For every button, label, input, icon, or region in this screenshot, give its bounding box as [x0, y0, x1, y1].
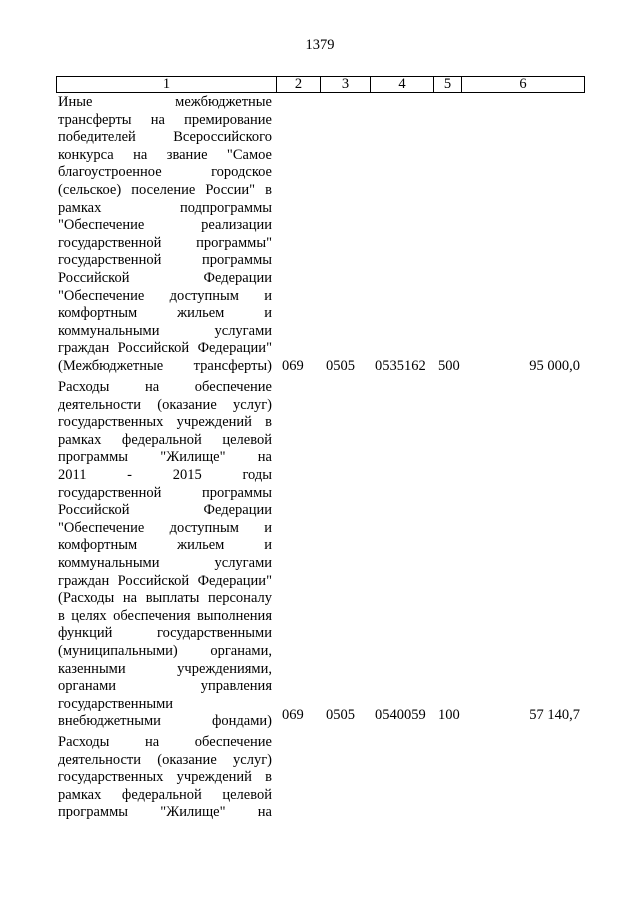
description-line: граждан Российской Федерации": [58, 572, 272, 589]
description-line: "Обеспечение реализации: [58, 217, 272, 234]
description-line: государственными: [58, 695, 174, 712]
description-line: программы "Жилище" на: [58, 804, 272, 821]
description-line: рамках федеральной целевой: [58, 786, 272, 803]
description-line: победителей Всероссийского: [58, 129, 272, 146]
description-line: конкурса на звание "Самое: [58, 146, 272, 163]
description-line: государственных учреждений в: [58, 769, 272, 786]
cell-amount: 95 000,0: [529, 358, 580, 374]
description-line: органами управления: [58, 678, 272, 695]
description-line: (муниципальными) органами,: [58, 642, 272, 659]
description-line: (Расходы на выплаты персоналу: [58, 590, 272, 607]
description-line: в целях обеспечения выполнения: [58, 607, 272, 624]
column-header-2: 2: [277, 77, 321, 93]
description-line: комфортным жильем и: [58, 537, 272, 554]
column-header-5: 5: [434, 77, 462, 93]
row-description: [58, 734, 272, 822]
description-line: рамках подпрограммы: [58, 199, 272, 216]
column-header-4: 4: [371, 77, 434, 93]
description-line: Российской Федерации: [58, 502, 272, 519]
cell-ministry-code: 069: [282, 358, 304, 374]
description-line: коммунальными услугами: [58, 554, 272, 571]
cell-target-code: 0535162: [375, 358, 426, 374]
cell-amount: 57 140,7: [529, 707, 580, 723]
description-line: Российской Федерации: [58, 269, 272, 286]
column-header-table: [56, 76, 585, 93]
cell-section-code: 0505: [326, 358, 355, 374]
row-description: [58, 379, 272, 731]
description-line: внебюджетными фондами): [58, 713, 272, 730]
description-line: коммунальными услугами: [58, 322, 272, 339]
description-line: комфортным жильем и: [58, 305, 272, 322]
description-line: "Обеспечение доступным и: [58, 287, 272, 304]
cell-expense-type: 500: [438, 358, 460, 374]
description-line: (сельское) поселение России" в: [58, 181, 272, 198]
description-line: деятельности (оказание услуг): [58, 396, 272, 413]
description-line: деятельности (оказание услуг): [58, 751, 272, 768]
description-line: государственной программы: [58, 484, 272, 501]
column-header-1: 1: [57, 77, 277, 93]
description-line: благоустроенное городское: [58, 164, 272, 181]
description-line: Расходы на обеспечение: [58, 734, 272, 750]
cell-target-code: 0540059: [375, 707, 426, 723]
description-line: казенными учреждениями,: [58, 660, 272, 677]
description-line: рамках федеральной целевой: [58, 431, 272, 448]
description-line: трансферты на премирование: [58, 111, 272, 128]
description-line: 2011 - 2015 годы: [58, 466, 272, 483]
column-header-6: 6: [462, 77, 585, 93]
description-line: государственной программы: [58, 252, 272, 269]
description-line: "Обеспечение доступным и: [58, 519, 272, 536]
description-line: государственной программы": [58, 234, 272, 251]
column-header-3: 3: [321, 77, 371, 93]
description-line: (Межбюджетные трансферты): [58, 357, 272, 374]
row-description: [58, 94, 272, 376]
description-line: граждан Российской Федерации": [58, 340, 272, 357]
description-line: Расходы на обеспечение: [58, 379, 272, 395]
page-number: 1379: [305, 37, 335, 53]
cell-ministry-code: 069: [282, 707, 304, 723]
cell-section-code: 0505: [326, 707, 355, 723]
description-line: Иные межбюджетные: [58, 94, 272, 110]
description-line: государственных учреждений в: [58, 414, 272, 431]
description-line: функций государственными: [58, 625, 272, 642]
description-line: программы "Жилище" на: [58, 449, 272, 466]
cell-expense-type: 100: [438, 707, 460, 723]
